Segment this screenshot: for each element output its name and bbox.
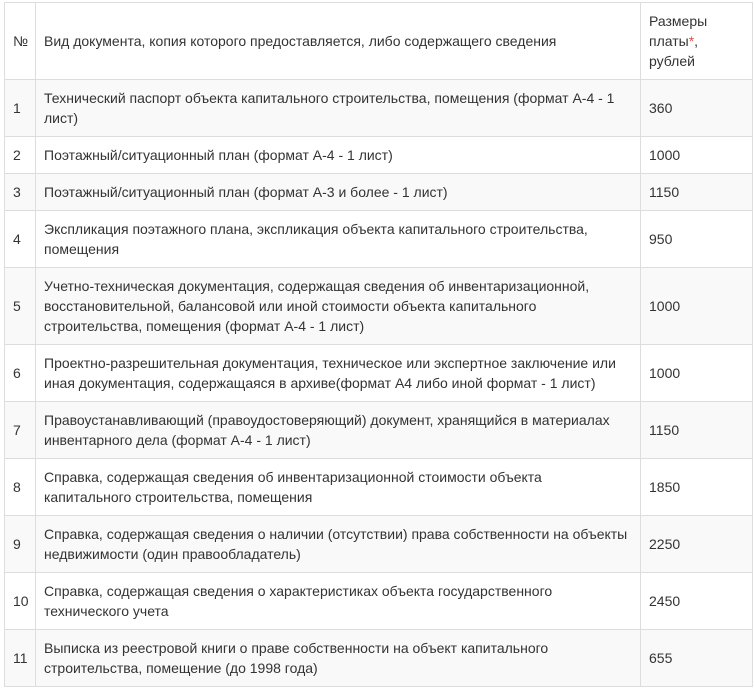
header-fee-comma: , (694, 33, 699, 49)
row-number: 6 (5, 345, 36, 402)
row-number: 9 (5, 516, 36, 573)
table-header-row (5, 3, 753, 80)
header-fee-asterisk: * (688, 33, 695, 49)
table-row (5, 174, 753, 211)
row-document-type: Поэтажный/ситуационный план (формат А-3 и более - 1 лист) (36, 174, 641, 211)
row-fee: 1150 (641, 174, 753, 211)
row-document-type: Учетно-техническая документация, содержащая сведения об инвентаризационной, восстановительной, балансовой или иной стоимости объекта капитального строительства, помещения (формат А-4 - 1 лист) (36, 268, 641, 345)
row-document-type: Технический паспорт объекта капитального строительства, помещения (формат А-4 - 1 лист) (36, 80, 641, 137)
header-fee-line2: платы (649, 33, 689, 49)
row-number: 7 (5, 402, 36, 459)
table-row (5, 211, 753, 268)
row-document-type: Справка, содержащая сведения о наличии (отсутствии) права собственности на объекты недвижимости (один правообладатель) (36, 516, 641, 573)
header-number: № (5, 3, 36, 80)
row-fee: 360 (641, 80, 753, 137)
header-document-type: Вид документа, копия которого предоставляется, либо содержащего сведения (36, 3, 641, 80)
row-number: 5 (5, 268, 36, 345)
row-document-type: Выписка из реестровой книги о праве собственности на объект капитального строительства, помещение (до 1998 года) (36, 630, 641, 687)
table-row (5, 573, 753, 630)
row-document-type: Поэтажный/ситуационный план (формат А-4 - 1 лист) (36, 137, 641, 174)
row-document-type: Справка, содержащая сведения об инвентаризационной стоимости объекта капитального строительства, помещения (36, 459, 641, 516)
fees-table (4, 2, 753, 687)
row-fee: 2250 (641, 516, 753, 573)
table-row (5, 459, 753, 516)
table-row (5, 268, 753, 345)
table-row (5, 137, 753, 174)
row-fee: 1000 (641, 137, 753, 174)
table-row (5, 402, 753, 459)
row-fee: 1000 (641, 268, 753, 345)
row-number: 4 (5, 211, 36, 268)
table-row (5, 80, 753, 137)
row-document-type: Правоустанавливающий (правоудостоверяющий) документ, хранящийся в материалах инвентарного дела (формат А-4 - 1 лист) (36, 402, 641, 459)
row-document-type: Экспликация поэтажного плана, экспликация объекта капитального строительства, помещения (36, 211, 641, 268)
row-number: 3 (5, 174, 36, 211)
table-row (5, 516, 753, 573)
row-number: 10 (5, 573, 36, 630)
header-fee-line1: Размеры (649, 13, 708, 29)
row-number: 8 (5, 459, 36, 516)
row-number: 2 (5, 137, 36, 174)
table-row (5, 630, 753, 687)
row-document-type: Проектно-разрешительная документация, техническое или экспертное заключение или иная документация, содержащаяся в архиве(формат А4 либо иной формат - 1 лист) (36, 345, 641, 402)
row-fee: 2450 (641, 573, 753, 630)
row-fee: 1150 (641, 402, 753, 459)
row-document-type: Справка, содержащая сведения о характеристиках объекта государственного технического учета (36, 573, 641, 630)
row-fee: 655 (641, 630, 753, 687)
header-fee (641, 3, 753, 80)
row-fee: 1000 (641, 345, 753, 402)
row-number: 11 (5, 630, 36, 687)
row-fee: 1850 (641, 459, 753, 516)
table-row (5, 345, 753, 402)
row-number: 1 (5, 80, 36, 137)
header-fee-line3: рублей (649, 53, 695, 69)
row-fee: 950 (641, 211, 753, 268)
